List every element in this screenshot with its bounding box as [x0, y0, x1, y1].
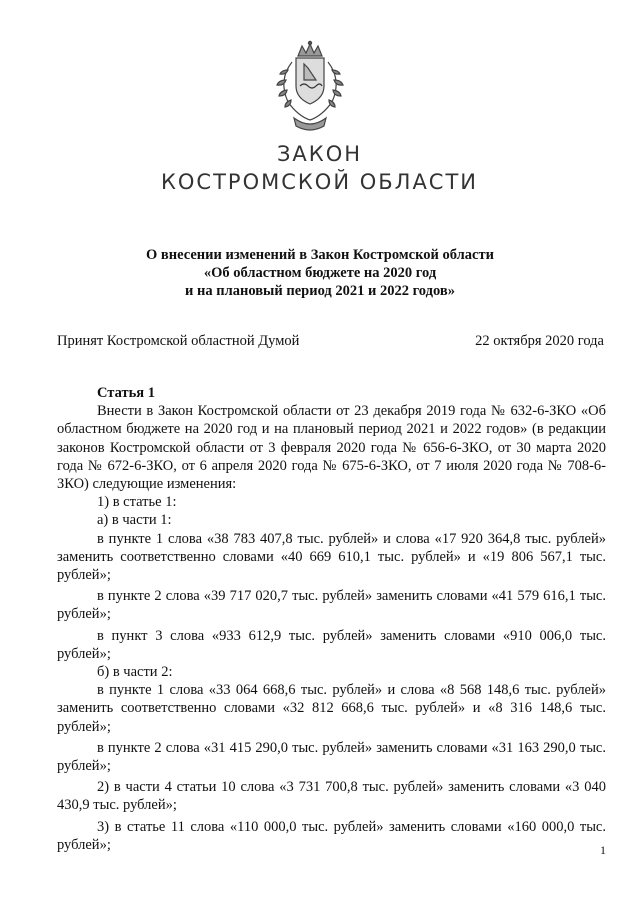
- paragraph: в пункт 3 слова «933 612,9 тыс. рублей» заменить словами «910 006,0 тыс. рублей»;: [57, 627, 606, 662]
- paragraph: в пункте 1 слова «38 783 407,8 тыс. рублей» и слова «17 920 364,8 тыс. рублей» заменить соответственно словами «40 669 610,1 тыс. рублей» и «19 806 567,1 тыс. рублей»;: [57, 530, 606, 584]
- adoption-date: 22 октября 2020 года: [475, 333, 604, 349]
- law-subject: [60, 246, 580, 300]
- article-body: [57, 384, 606, 854]
- paragraph: в пункте 1 слова «33 064 668,6 тыс. рублей» и слова «8 568 148,6 тыс. рублей» заменить соответственно словами «32 812 668,6 тыс. рублей» и «8 316 148,6 тыс. рублей»;: [57, 682, 606, 735]
- paragraph: 1) в статье 1:: [97, 494, 177, 511]
- paragraph: в пункте 2 слова «31 415 290,0 тыс. рублей» заменить словами «31 163 290,0 тыс. рублей»;: [57, 739, 606, 775]
- subject-line: О внесении изменений в Закон Костромской области: [146, 247, 494, 263]
- article-heading: Статья 1: [97, 385, 155, 401]
- paragraph: 3) в статье 11 слова «110 000,0 тыс. рублей» заменить словами «160 000,0 тыс. рублей»;: [57, 818, 606, 853]
- law-region-title: КОСТРОМСКОЙ ОБЛАСТИ: [160, 170, 479, 194]
- adopted-by: Принят Костромской областной Думой: [57, 333, 300, 349]
- subject-line: «Об областном бюджете на 2020 год: [203, 265, 437, 281]
- page-number: 1: [600, 843, 606, 857]
- coat-of-arms-icon: [268, 40, 352, 132]
- paragraph: 2) в части 4 статьи 10 слова «3 731 700,8 тыс. рублей» заменить словами «3 040 430,9 тыс. рублей»;: [57, 779, 606, 814]
- paragraph: Внести в Закон Костромской области от 23 декабря 2019 года № 632-6-ЗКО «Об областном бюджете на 2020 год и на плановый период 2021 и 2022 годов» (в редакции законов Костромской области от 3 февраля 2020 года № 656-6-ЗКО, от 30 марта 2020 года № 672-6-ЗКО, от 6 апреля 2020 года № 675-6-ЗКО, от 7 июля 2020 года № 708-6-ЗКО) следующие изменения:: [57, 403, 606, 493]
- paragraph: в пункте 2 слова «39 717 020,7 тыс. рублей» заменить словами «41 579 616,1 тыс. рублей»;: [57, 588, 606, 623]
- law-title: ЗАКОН: [276, 142, 363, 166]
- paragraph: б) в части 2:: [97, 664, 173, 681]
- subject-line: и на плановый период 2021 и 2022 годов»: [185, 283, 455, 299]
- paragraph: а) в части 1:: [97, 512, 172, 529]
- adoption-line: [57, 333, 604, 350]
